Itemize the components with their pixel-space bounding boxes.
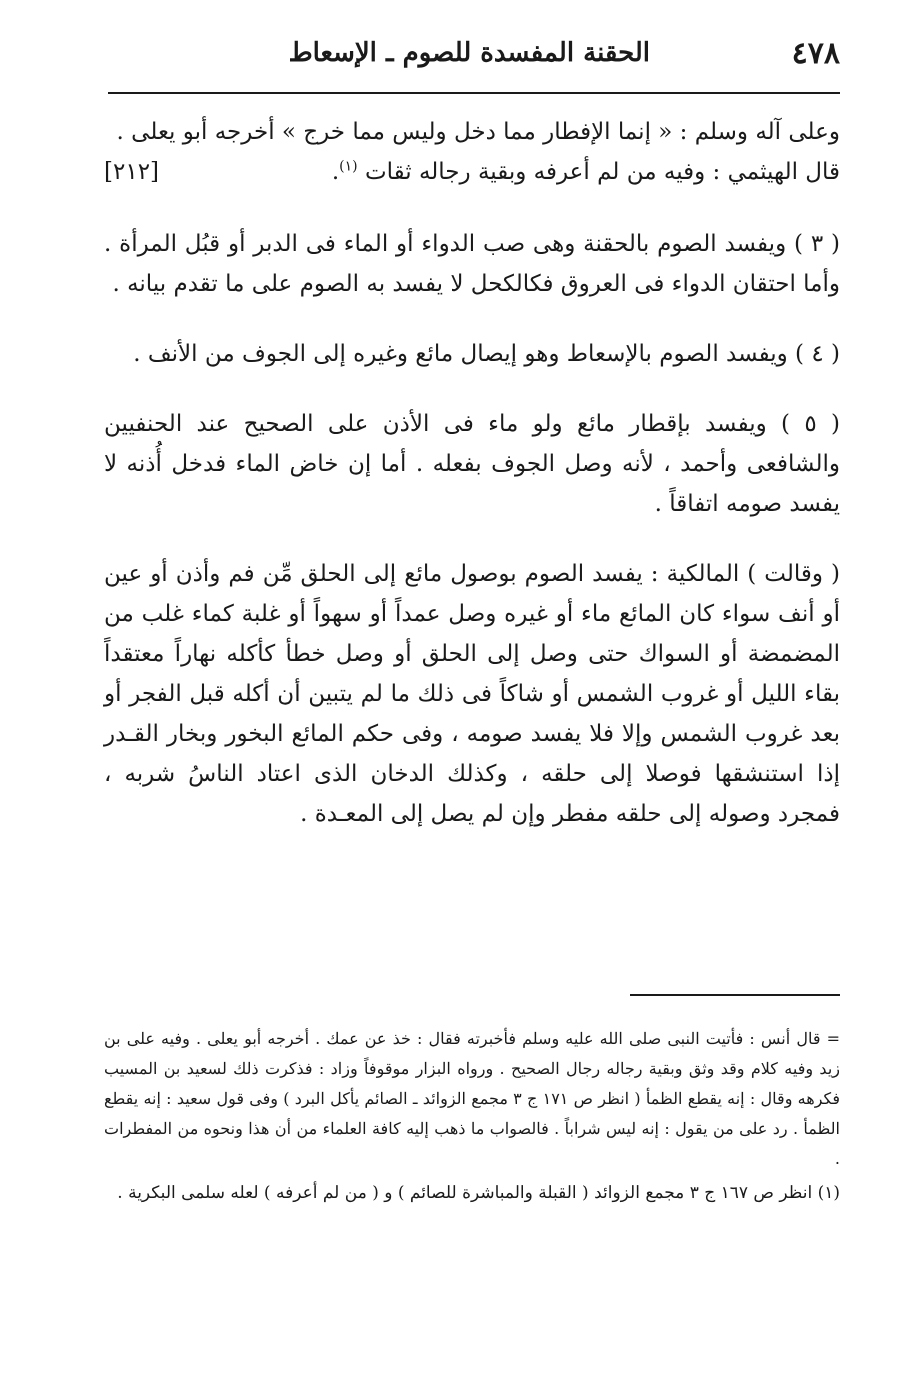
page-header bbox=[108, 32, 840, 80]
main-text bbox=[104, 112, 840, 864]
footnote-rule bbox=[630, 994, 840, 996]
header-rule bbox=[108, 92, 840, 94]
footnote-1: (١) انظر ص ١٦٧ ج ٣ مجمع الزوائد ( القبلة والمباشرة للصائم ) و ( من لم أعرفه ) لعله سلمى البكرية . bbox=[117, 1183, 840, 1203]
running-title: الحقنة المفسدة للصوم ـ الإسعاط bbox=[288, 38, 650, 68]
page-number: ٤٧٨ bbox=[791, 36, 840, 71]
sentence-end: . bbox=[331, 159, 340, 185]
paragraph-line: وعلى آله وسلم : « إنما الإفطار مما دخل وليس مما خرج » أخرجه أبو يعلى . bbox=[116, 119, 840, 145]
paragraph-line: قال الهيثمي : وفيه من لم أعرفه وبقية رجاله ثقات bbox=[364, 159, 840, 185]
paragraph-hadith bbox=[104, 112, 840, 192]
footnotes bbox=[104, 1024, 840, 1212]
paragraph-maliki: ( وقالت ) المالكية : يفسد الصوم بوصول مائع إلى الحلق مِّن فم وأذن أو عين أو أنف سواء كان المائع ماء أو غيره وصل عمداً أو سهواً أو غلبة كماء غلب من المضمضة أو السواك حتى وصل إلى الحلق أو وصل خطأ كأكله نهاراً معتقداً بقاء الليل أو غروب الشمس أو شاكاً فى ذلك ما لم يتبين أن أكله قبل الفجر أو بعد غروب الشمس وإلا فلا يفسد صومه ، وفى حكم المائع البخور وبخار القـدر إذا استنشقها فوصلا إلى حلقه ، وكذلك الدخان الذى اعتاد الناسُ شربه ، فمجرد وصوله إلى حلقه مفطر وإن لم يصل إلى المعـدة . bbox=[104, 561, 840, 827]
paragraph-line-with-ref bbox=[104, 152, 840, 192]
footnote-continued: = قال أنس : فأتيت النبى صلى الله عليه وسلم فأخبرته فقال : خذ عن عمك . أخرجه أبو يعلى . وفيه على بن زيد وفيه كلام وقد وثق وبقية رجاله رجال الصحيح . ورواه البزار موقوفاً وزاد : فذكرت ذلك لسعيد بن المسيب فكرهه وقال : إنه يقطع الظمأ ( انظر ص ١٧١ ج ٣ مجمع الزوائد ـ الصائم يأكل البرد ) وفى قول سعيد : إنه يقطع الظمأ . رد على من يقول : إنه ليس شراباً . فالصواب ما ذهب إليه كافة العلماء من أن هذا ونحوه من المفطرات . bbox=[104, 1029, 841, 1168]
paragraph-enema: ( ٣ ) ويفسد الصوم بالحقنة وهى صب الدواء أو الماء فى الدبر أو قبُل المرأة . وأما احتقان الدواء فى العروق فكالكحل لا يفسد به الصوم على ما تقدم بيانه . bbox=[104, 231, 840, 297]
paragraph-ear-drops: ( ٥ ) ويفسد بإقطار مائع ولو ماء فى الأذن على الصحيح عند الحنفيين والشافعى وأحمد ، لأنه وصل الجوف بفعله . أما إن خاض الماء فدخل أُذنه لا يفسد صومه اتفاقاً . bbox=[104, 411, 841, 517]
footnote-marker: (١) bbox=[339, 158, 358, 175]
hadith-reference-number: [٢١٢] bbox=[104, 159, 160, 185]
paragraph-nasal: ( ٤ ) ويفسد الصوم بالإسعاط وهو إيصال مائع وغيره إلى الجوف من الأنف . bbox=[133, 341, 840, 367]
paragraph-line-text bbox=[332, 152, 840, 192]
